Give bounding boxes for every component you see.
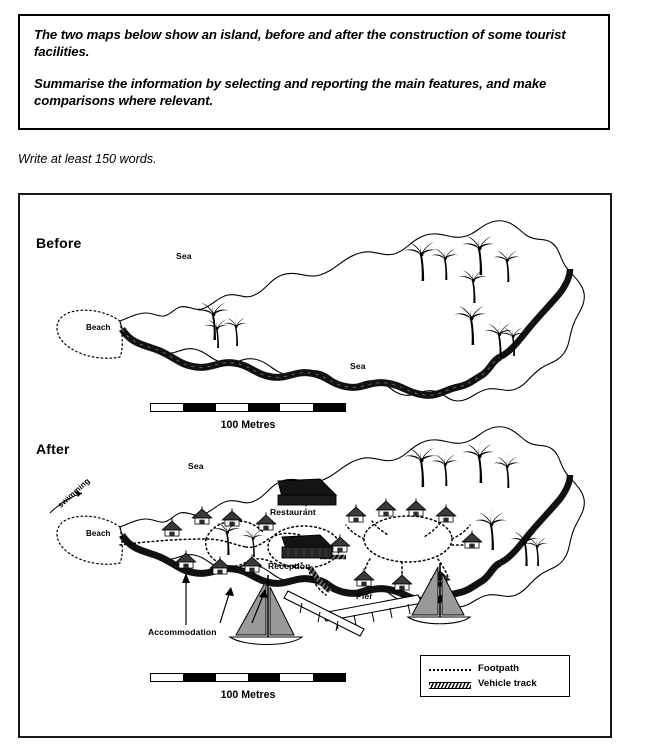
task-prompt-box xyxy=(18,14,610,130)
after-label-swimming: swimming xyxy=(56,476,92,510)
after-scale-label: 100 Metres xyxy=(220,689,276,701)
before-label-sea-north: Sea xyxy=(176,251,192,261)
legend-label-vehicle-track: Vehicle track xyxy=(478,678,537,689)
after-map-title: After xyxy=(36,441,70,457)
after-label-reception: Reception xyxy=(268,561,311,571)
map-legend xyxy=(420,655,570,697)
footpath-line-icon xyxy=(428,664,472,674)
before-scale-label: 100 Metres xyxy=(220,419,276,431)
after-label-sea: Sea xyxy=(188,461,204,471)
word-count-note: Write at least 150 words. xyxy=(18,152,157,166)
maps-frame xyxy=(18,193,612,738)
task-paragraph-2: Summarise the information by selecting and reporting the main features, and make comparisons where relevant. xyxy=(34,75,547,109)
vehicle-track-line-icon xyxy=(428,679,472,689)
after-scale-bar-graphic xyxy=(150,673,346,682)
after-scale-bar xyxy=(150,673,346,701)
after-beach-outline xyxy=(57,516,122,564)
legend-row-vehicle-track xyxy=(428,676,562,691)
after-label-pier: Pier xyxy=(356,591,373,601)
before-label-sea-south: Sea xyxy=(350,361,366,371)
legend-label-footpath: Footpath xyxy=(478,663,520,674)
before-label-beach: Beach xyxy=(86,323,111,332)
after-label-accommodation: Accommodation xyxy=(148,627,217,637)
pier-structure xyxy=(284,591,422,636)
after-label-beach: Beach xyxy=(86,529,111,538)
legend-row-footpath xyxy=(428,661,562,676)
after-label-restaurant: Restaurant xyxy=(270,507,316,517)
before-map-title: Before xyxy=(36,235,82,251)
task-paragraph-1: The two maps below show an island, before and after the construction of some tourist facilities. xyxy=(34,27,566,60)
sailboat-left xyxy=(230,575,302,645)
